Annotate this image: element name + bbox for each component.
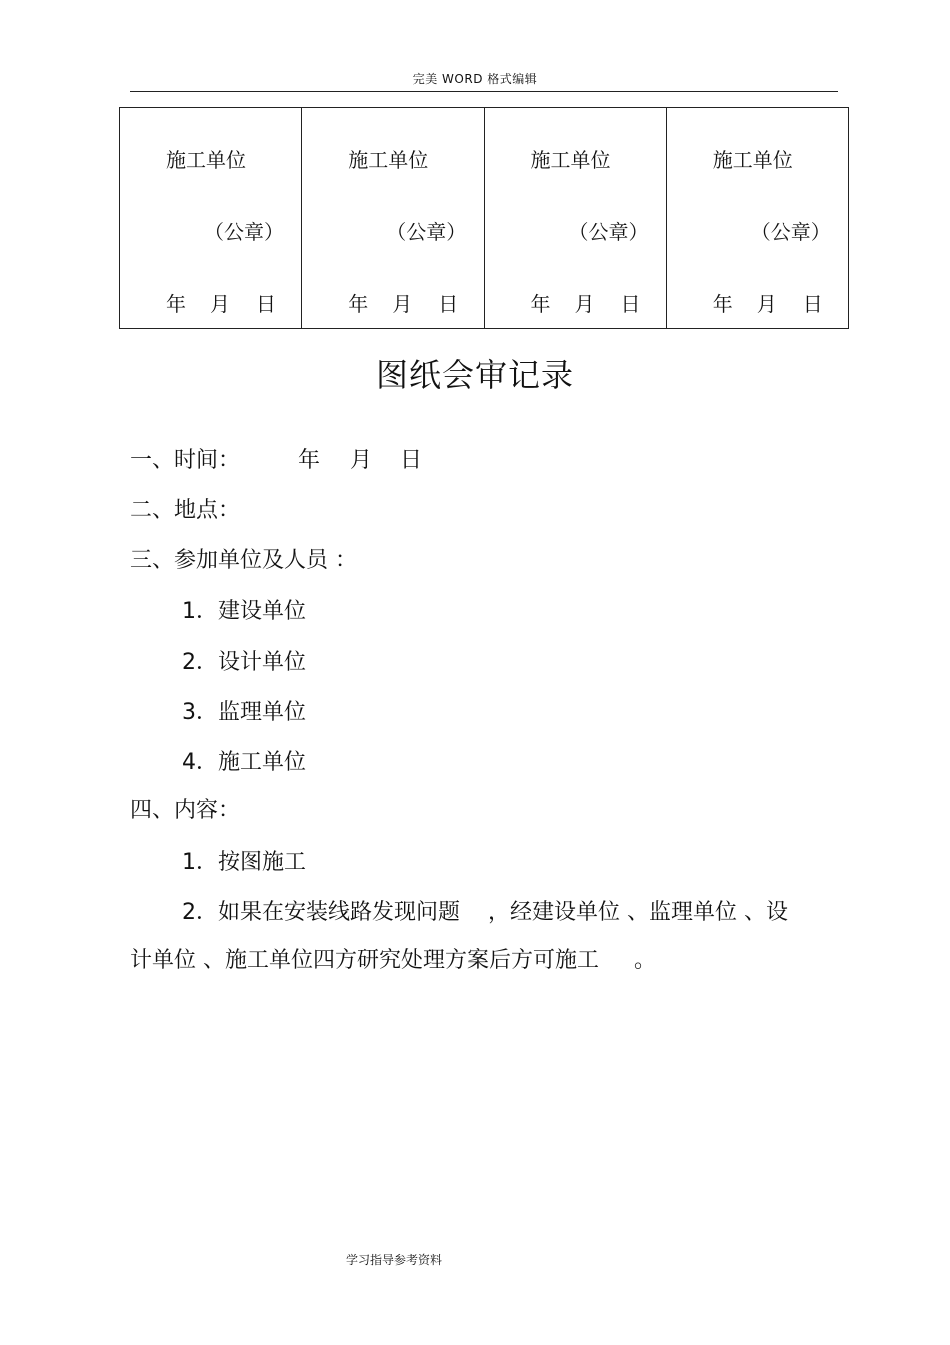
signature-cell-2 (302, 108, 484, 329)
day-label: 日 (438, 292, 459, 316)
month-label: 月 (392, 292, 413, 316)
header-rule (130, 91, 838, 92)
seal-label: （公章） (568, 220, 649, 244)
signature-row (120, 108, 849, 329)
seal-label: （公章） (204, 220, 284, 244)
month-label: 月 (756, 292, 777, 316)
unit-label: 施工单位 (530, 148, 611, 172)
place-label: 二、地点： (130, 498, 241, 523)
unit-label: 施工单位 (166, 148, 246, 172)
time-year: 年 (298, 448, 321, 473)
year-label: 年 (712, 292, 733, 316)
participants-label: 三、参加单位及人员 ： (130, 548, 357, 573)
year-label: 年 (530, 292, 551, 316)
seal-label: （公章） (386, 220, 467, 244)
year-label: 年 (166, 292, 186, 316)
unit-label: 施工单位 (348, 148, 429, 172)
participant-item: 4．施工单位 (182, 750, 306, 775)
time-month: 月 (350, 448, 373, 473)
participant-item: 3．监理单位 (182, 700, 306, 725)
day-label: 日 (256, 292, 276, 316)
participant-item: 1．建设单位 (182, 599, 306, 624)
page-header: 完美 WORD 格式编辑 (412, 72, 538, 86)
unit-label: 施工单位 (712, 148, 793, 172)
time-line (130, 443, 423, 474)
day-label: 日 (620, 292, 641, 316)
date-line (531, 288, 641, 317)
month-label: 月 (574, 292, 595, 316)
seal-label: （公章） (750, 220, 831, 244)
page-footer: 学习指导参考资料 (346, 1253, 443, 1267)
date-line (713, 288, 823, 317)
signature-cell-3 (484, 108, 666, 329)
participant-item: 2．设计单位 (182, 650, 306, 675)
content-item-1: 1．按图施工 (182, 850, 306, 875)
date-line (348, 288, 458, 317)
year-label: 年 (348, 292, 369, 316)
time-day: 日 (400, 448, 423, 473)
day-label: 日 (802, 292, 823, 316)
content-item-2-line-1: 2．如果在安装线路发现问题 ，经建设单位 、监理单位 、设 (182, 900, 788, 925)
signature-cell-4 (666, 108, 848, 329)
content-label: 四、内容： (130, 798, 241, 823)
time-label: 一、时间： (130, 448, 241, 473)
signature-table (119, 107, 849, 329)
date-line (166, 288, 276, 317)
signature-cell-1 (120, 108, 302, 329)
document-title: 图纸会审记录 (375, 356, 574, 394)
content-item-2-line-2: 计单位 、施工单位四方研究处理方案后方可施工 。 (130, 948, 656, 973)
month-label: 月 (210, 292, 230, 316)
